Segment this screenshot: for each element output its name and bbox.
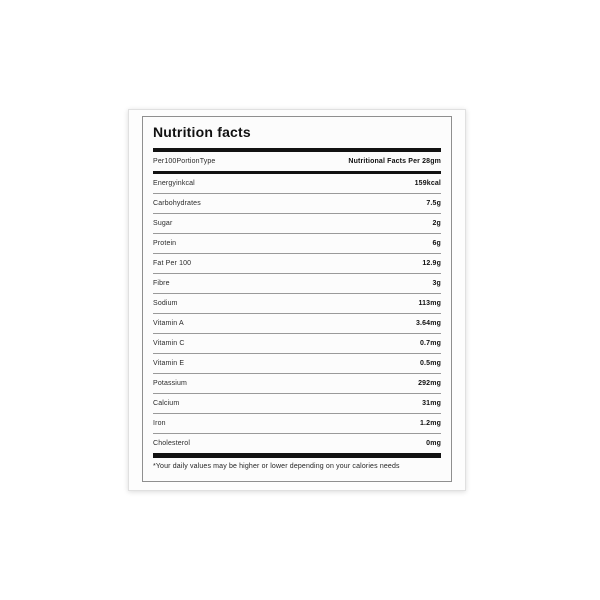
nutrient-label: Carbohydrates <box>153 200 201 207</box>
nutrient-value: 7.5g <box>426 200 441 207</box>
table-row <box>153 354 441 374</box>
table-row <box>153 314 441 334</box>
table-row <box>153 334 441 354</box>
nutrient-label: Vitamin E <box>153 360 185 367</box>
nutrient-label: Potassium <box>153 380 188 387</box>
nutrient-label: Fibre <box>153 280 170 287</box>
nutrition-facts-title: Nutrition facts <box>153 124 251 140</box>
table-row <box>153 374 441 394</box>
nutrient-value: 1.2mg <box>420 420 441 427</box>
nutrition-facts-card <box>128 109 466 491</box>
nutrient-value: 0.5mg <box>420 360 441 367</box>
table-row <box>153 274 441 294</box>
nutrient-label: Iron <box>153 420 166 427</box>
nutrient-value: 159kcal <box>414 180 441 187</box>
table-header-row <box>153 152 441 171</box>
nutrient-label: Fat Per 100 <box>153 260 192 267</box>
table-row <box>153 234 441 254</box>
nutrient-label: Cholesterol <box>153 440 191 447</box>
nutrient-value: 31mg <box>422 400 441 407</box>
nutrient-label: Vitamin C <box>153 340 185 347</box>
nutrient-value: 3g <box>432 280 441 287</box>
nutrient-value: 292mg <box>418 380 441 387</box>
nutrient-label: Sugar <box>153 220 173 227</box>
nutrient-label: Protein <box>153 240 177 247</box>
nutrient-value: 0.7mg <box>420 340 441 347</box>
nutrient-label: Calcium <box>153 400 180 407</box>
nutrient-label: Vitamin A <box>153 320 184 327</box>
nutrient-value: 3.64mg <box>415 320 441 327</box>
nutrient-value: 12.9g <box>422 260 441 267</box>
table-row <box>153 294 441 314</box>
nutrient-value: 0mg <box>426 440 441 447</box>
table-row <box>153 194 441 214</box>
table-row <box>153 174 441 194</box>
nutrient-value: 113mg <box>418 300 441 307</box>
table-row <box>153 434 441 453</box>
nutrient-label: Sodium <box>153 300 178 307</box>
table-row <box>153 394 441 414</box>
daily-values-footnote: *Your daily values may be higher or lower depending on your calories needs <box>153 463 400 470</box>
nutrition-table <box>153 174 441 453</box>
table-row <box>153 214 441 234</box>
table-row <box>153 254 441 274</box>
table-row <box>153 414 441 434</box>
header-portion-label: Per100PortionType <box>153 158 216 165</box>
nutrient-value: 6g <box>432 240 441 247</box>
nutrient-value: 2g <box>432 220 441 227</box>
nutrition-facts-inner-box <box>142 116 452 482</box>
header-serving-value: Nutritional Facts Per 28gm <box>348 158 441 165</box>
nutrient-label: Energyinkcal <box>153 180 195 187</box>
